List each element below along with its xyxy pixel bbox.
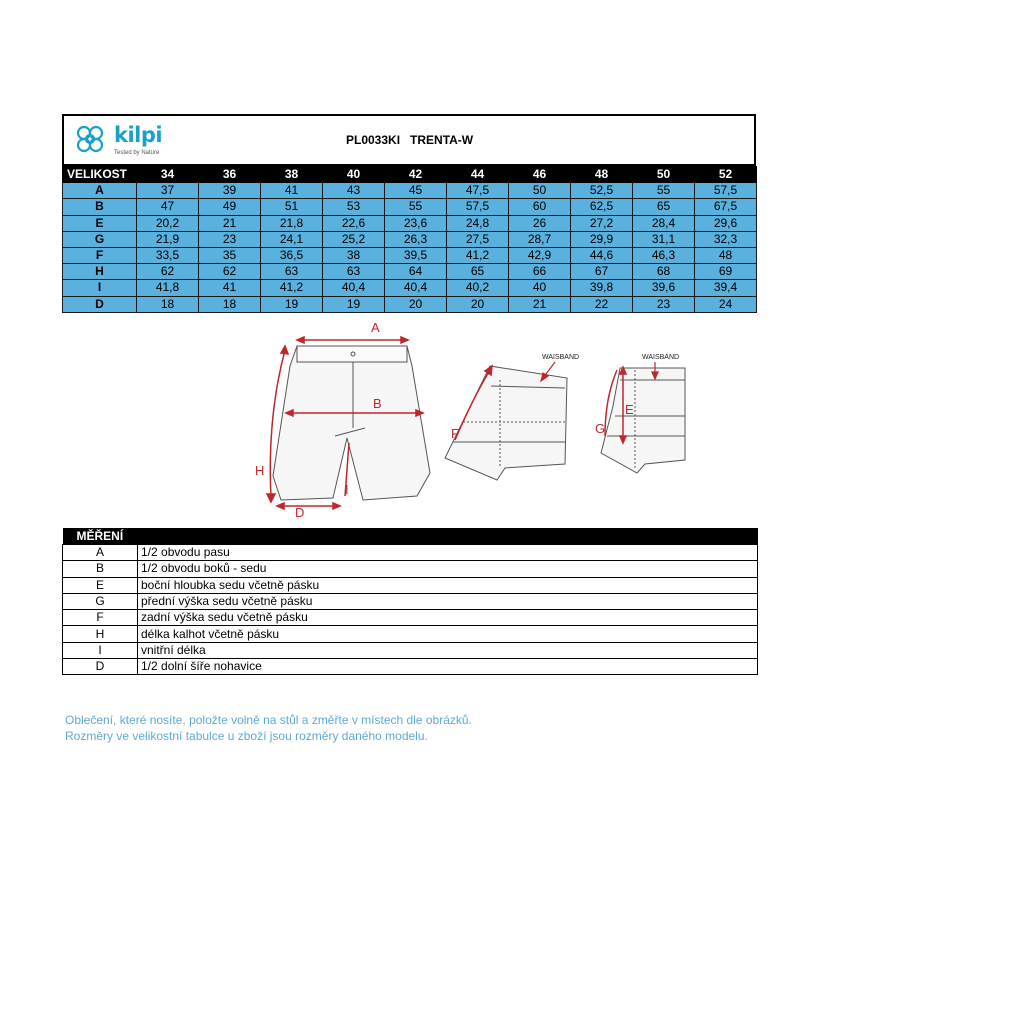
size-cell: 27,2 xyxy=(571,215,633,231)
waistband-label-right: WAISBAND xyxy=(642,354,680,361)
size-cell: 46,3 xyxy=(633,247,695,263)
measurement-row xyxy=(63,610,758,626)
size-cell: 57,5 xyxy=(447,199,509,215)
size-cell: 37 xyxy=(137,183,199,199)
measurement-description: 1/2 obvodu pasu xyxy=(138,545,758,561)
size-cell: 20 xyxy=(385,296,447,312)
shorts-front-view xyxy=(273,346,430,500)
size-cell: 39 xyxy=(199,183,261,199)
size-cell: 25,2 xyxy=(323,231,385,247)
size-cell: 39,6 xyxy=(633,280,695,296)
size-cell: 32,3 xyxy=(695,231,757,247)
measurement-diagram xyxy=(245,318,705,523)
measurement-table-body xyxy=(63,545,758,675)
size-header-cell: 34 xyxy=(137,167,199,183)
measurement-row xyxy=(63,659,758,675)
size-row-i xyxy=(63,280,757,296)
measurement-description: zadní výška sedu včetně pásku xyxy=(138,610,758,626)
brand-name: kilpi xyxy=(114,123,163,147)
size-row-label: A xyxy=(63,183,137,199)
size-cell: 35 xyxy=(199,247,261,263)
measurement-row xyxy=(63,626,758,642)
size-cell: 67,5 xyxy=(695,199,757,215)
size-cell: 57,5 xyxy=(695,183,757,199)
size-cell: 36,5 xyxy=(261,247,323,263)
size-cell: 24,1 xyxy=(261,231,323,247)
size-cell: 29,6 xyxy=(695,215,757,231)
measurement-code: G xyxy=(63,593,138,609)
size-row-g xyxy=(63,231,757,247)
waistband-label-left: WAISBAND xyxy=(542,354,580,361)
measurement-description: vnitřní délka xyxy=(138,642,758,658)
measurement-header: MĚŘENÍ xyxy=(63,528,758,545)
size-header-label: VELIKOST xyxy=(63,167,137,183)
size-row-e xyxy=(63,215,757,231)
size-cell: 63 xyxy=(323,264,385,280)
size-cell: 65 xyxy=(633,199,695,215)
size-row-d xyxy=(63,296,757,312)
size-cell: 66 xyxy=(509,264,571,280)
size-header-cell: 52 xyxy=(695,167,757,183)
size-cell: 41,2 xyxy=(261,280,323,296)
size-cell: 33,5 xyxy=(137,247,199,263)
size-cell: 65 xyxy=(447,264,509,280)
size-cell: 69 xyxy=(695,264,757,280)
size-cell: 62 xyxy=(199,264,261,280)
size-cell: 50 xyxy=(509,183,571,199)
measurement-description: přední výška sedu včetně pásku xyxy=(138,593,758,609)
size-cell: 62 xyxy=(137,264,199,280)
size-cell: 23,6 xyxy=(385,215,447,231)
measurement-description: 1/2 obvodu boků - sedu xyxy=(138,561,758,577)
measurement-description: délka kalhot včetně pásku xyxy=(138,626,758,642)
size-cell: 63 xyxy=(261,264,323,280)
size-cell: 52,5 xyxy=(571,183,633,199)
label-i: I xyxy=(345,482,349,497)
size-cell: 28,4 xyxy=(633,215,695,231)
size-table-body xyxy=(63,183,757,313)
size-cell: 20,2 xyxy=(137,215,199,231)
size-cell: 41,8 xyxy=(137,280,199,296)
label-e: E xyxy=(625,402,634,417)
size-row-label: G xyxy=(63,231,137,247)
label-g: G xyxy=(595,421,606,436)
size-cell: 20 xyxy=(447,296,509,312)
measurement-header-row xyxy=(63,528,758,545)
measurement-description: boční hloubka sedu včetně pásku xyxy=(138,577,758,593)
size-cell: 41,2 xyxy=(447,247,509,263)
size-cell: 41 xyxy=(261,183,323,199)
size-header-cell: 48 xyxy=(571,167,633,183)
size-cell: 21,8 xyxy=(261,215,323,231)
size-header-cell: 40 xyxy=(323,167,385,183)
measurement-code: E xyxy=(63,577,138,593)
size-row-h xyxy=(63,264,757,280)
size-cell: 48 xyxy=(695,247,757,263)
measurement-code: H xyxy=(63,626,138,642)
size-cell: 51 xyxy=(261,199,323,215)
size-header-cell: 50 xyxy=(633,167,695,183)
label-f: F xyxy=(451,426,459,441)
size-row-a xyxy=(63,183,757,199)
size-cell: 64 xyxy=(385,264,447,280)
size-cell: 21 xyxy=(199,215,261,231)
size-cell: 45 xyxy=(385,183,447,199)
size-header-cell: 38 xyxy=(261,167,323,183)
size-cell: 19 xyxy=(323,296,385,312)
size-cell: 23 xyxy=(633,296,695,312)
size-table xyxy=(62,166,757,313)
size-cell: 21,9 xyxy=(137,231,199,247)
size-cell: 27,5 xyxy=(447,231,509,247)
size-cell: 31,1 xyxy=(633,231,695,247)
size-cell: 22,6 xyxy=(323,215,385,231)
size-header-row xyxy=(63,167,757,183)
size-row-label: E xyxy=(63,215,137,231)
label-a: A xyxy=(371,320,380,335)
note-line-1: Oblečení, které nosíte, položte volně na stůl a změřte v místech dle obrázků. xyxy=(65,713,472,727)
measurement-code: A xyxy=(63,545,138,561)
size-cell: 40,4 xyxy=(385,280,447,296)
size-chart-header xyxy=(62,114,756,166)
size-cell: 43 xyxy=(323,183,385,199)
size-header-cell: 46 xyxy=(509,167,571,183)
measurement-code: B xyxy=(63,561,138,577)
size-row-label: F xyxy=(63,247,137,263)
label-d: D xyxy=(295,505,305,520)
size-cell: 28,7 xyxy=(509,231,571,247)
shorts-front-narrow-view xyxy=(601,368,685,473)
measurement-row xyxy=(63,561,758,577)
label-b: B xyxy=(373,396,382,411)
measurement-code: D xyxy=(63,659,138,675)
size-cell: 29,9 xyxy=(571,231,633,247)
size-cell: 23 xyxy=(199,231,261,247)
measurement-description: 1/2 dolní šíře nohavice xyxy=(138,659,758,675)
kilpi-logo-icon xyxy=(70,119,112,161)
size-cell: 24,8 xyxy=(447,215,509,231)
size-row-label: B xyxy=(63,199,137,215)
size-cell: 26,3 xyxy=(385,231,447,247)
size-cell: 44,6 xyxy=(571,247,633,263)
note-line-2: Rozměry ve velikostní tabulce u zboží jsou rozměry daného modelu. xyxy=(65,729,428,743)
size-header-cell: 44 xyxy=(447,167,509,183)
size-cell: 39,5 xyxy=(385,247,447,263)
size-cell: 40 xyxy=(509,280,571,296)
size-cell: 47 xyxy=(137,199,199,215)
measurement-table xyxy=(62,528,758,675)
measurement-row xyxy=(63,545,758,561)
measurement-row xyxy=(63,642,758,658)
size-cell: 19 xyxy=(261,296,323,312)
size-cell: 21 xyxy=(509,296,571,312)
size-cell: 39,4 xyxy=(695,280,757,296)
size-cell: 22 xyxy=(571,296,633,312)
size-row-label: I xyxy=(63,280,137,296)
size-cell: 55 xyxy=(633,183,695,199)
measurement-code: I xyxy=(63,642,138,658)
size-cell: 55 xyxy=(385,199,447,215)
kilpi-logo xyxy=(70,119,180,163)
size-cell: 41 xyxy=(199,280,261,296)
size-cell: 67 xyxy=(571,264,633,280)
measurement-row xyxy=(63,593,758,609)
measure-a-arrow xyxy=(297,337,408,343)
size-header-cell: 42 xyxy=(385,167,447,183)
size-cell: 38 xyxy=(323,247,385,263)
size-cell: 40,4 xyxy=(323,280,385,296)
size-cell: 42,9 xyxy=(509,247,571,263)
size-cell: 26 xyxy=(509,215,571,231)
size-cell: 24 xyxy=(695,296,757,312)
measurement-row xyxy=(63,577,758,593)
size-row-b xyxy=(63,199,757,215)
size-cell: 18 xyxy=(137,296,199,312)
size-cell: 62,5 xyxy=(571,199,633,215)
label-h: H xyxy=(255,463,265,478)
size-row-f xyxy=(63,247,757,263)
size-row-label: H xyxy=(63,264,137,280)
size-header-cell: 36 xyxy=(199,167,261,183)
size-cell: 60 xyxy=(509,199,571,215)
measure-d-arrow xyxy=(277,503,340,509)
measurement-notes xyxy=(65,712,472,744)
measurement-code: F xyxy=(63,610,138,626)
size-cell: 68 xyxy=(633,264,695,280)
size-cell: 49 xyxy=(199,199,261,215)
size-cell: 53 xyxy=(323,199,385,215)
size-cell: 47,5 xyxy=(447,183,509,199)
size-cell: 18 xyxy=(199,296,261,312)
size-cell: 39,8 xyxy=(571,280,633,296)
brand-tagline: Tested by Nature xyxy=(114,150,160,156)
size-cell: 40,2 xyxy=(447,280,509,296)
product-title: PL0033KI TRENTA-W xyxy=(346,133,474,147)
size-row-label: D xyxy=(63,296,137,312)
